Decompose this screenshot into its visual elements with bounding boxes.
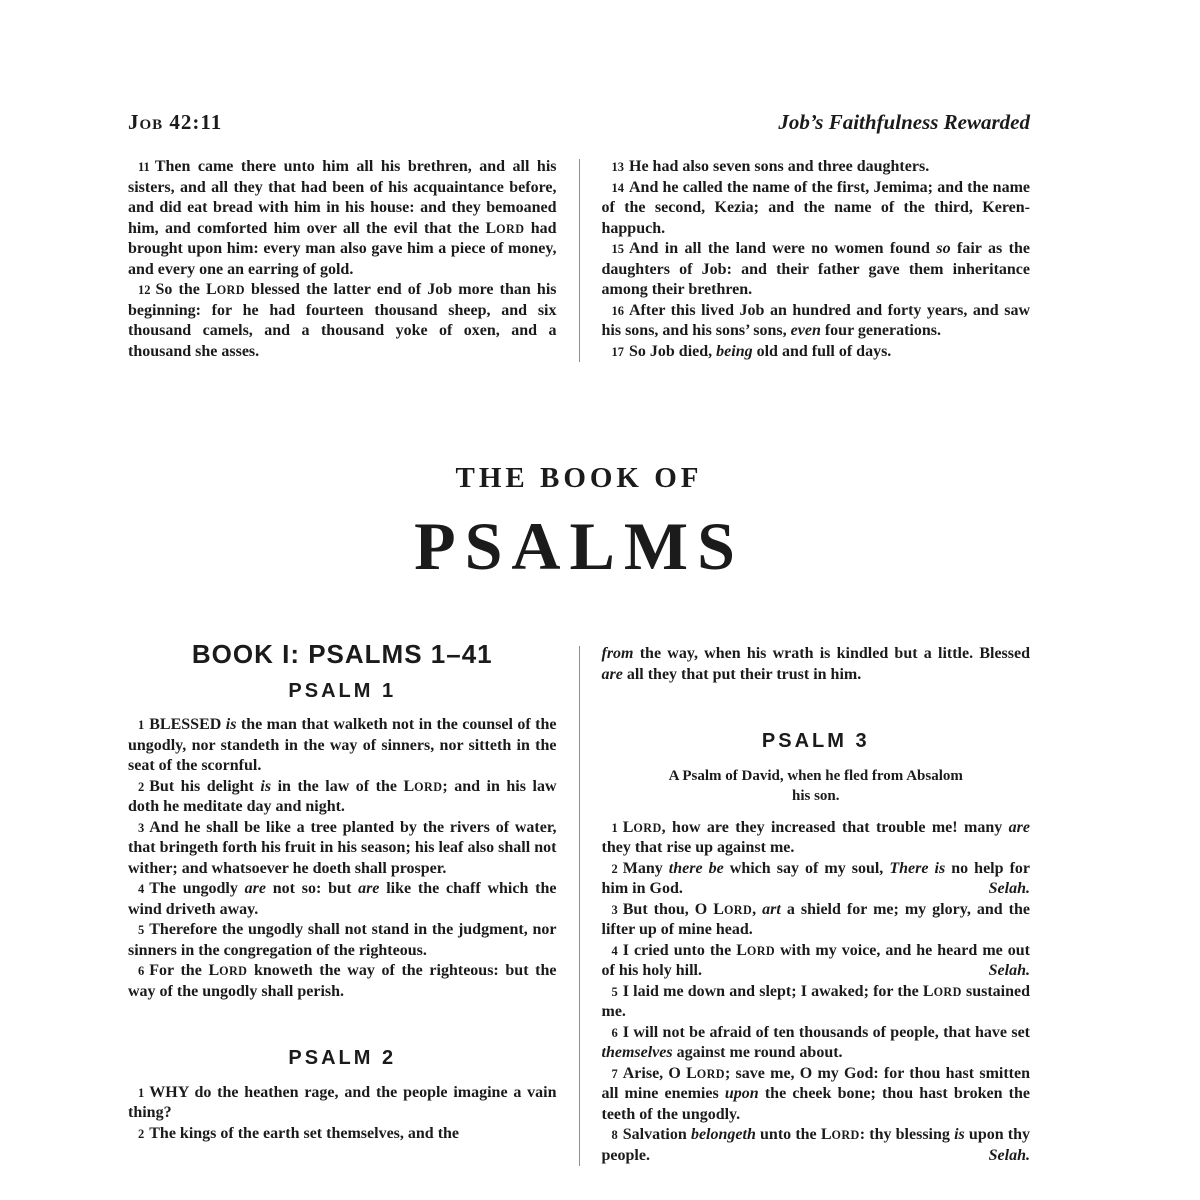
verse: 2 Many there be which say of my soul, There is no help for him in God. Selah. [602, 859, 1031, 900]
continuation-text: from the way, when his wrath is kindled but a little. Blessed are all they that put their trust in him. [601, 645, 1030, 683]
running-head [128, 110, 1030, 135]
verse-number: 16 [611, 303, 624, 318]
verse: 8 Salvation belongeth unto the LORD: thy blessing is upon thy people. Selah. [602, 1125, 1031, 1166]
verse: 1 WHY do the heathen rage, and the people imagine a vain thing? [128, 1083, 557, 1121]
verse-number: 6 [138, 964, 145, 978]
job-right-column [602, 157, 1031, 362]
job-section [128, 157, 1030, 362]
verse-number: 3 [138, 820, 145, 835]
verse-number: 2 [138, 1126, 145, 1141]
verse-number: 2 [611, 861, 618, 876]
verse-number: 15 [611, 242, 624, 256]
verse-number: 4 [611, 943, 618, 958]
verse: 17 So Job died, being old and full of days. [611, 342, 892, 360]
selah-marker: Selah. [988, 880, 1030, 897]
verse: 4 I cried unto the LORD with my voice, and he heard me out of his holy hill. Selah. [602, 941, 1031, 982]
running-head-reference: Job 42:11 [128, 110, 223, 134]
verse-number: 4 [138, 882, 145, 896]
verse-number: 12 [138, 283, 151, 297]
verse: 3 And he shall be like a tree planted by the rivers of water, that bringeth forth his fruit in his season; his leaf also shall not wither; and whatsoever he doeth shall prosper. [128, 818, 557, 877]
column-divider [579, 646, 580, 1166]
psalm-heading: PSALM 3 [761, 730, 870, 752]
psalm-subtitle: A Psalm of David, when he fled from Absalom his son. [668, 767, 963, 804]
verse: 15 And in all the land were no women found so fair as the daughters of Job: and their father gave them inheritance among their brethren. [601, 240, 1031, 298]
verse: 16 After this lived Job an hundred and forty years, and saw his sons, and his sons’ sons, even four generations. [601, 301, 1030, 339]
verse-number: 8 [611, 1128, 618, 1142]
page-content [128, 110, 1030, 1166]
verse-number: 1 [138, 718, 145, 732]
verse-number: 3 [611, 902, 618, 917]
verse-number: 17 [611, 344, 624, 359]
verse-number: 7 [611, 1066, 618, 1081]
verse-number: 2 [138, 779, 145, 794]
verse-number: 14 [611, 180, 624, 195]
verse-number: 5 [138, 923, 145, 937]
running-head-title: Job’s Faithfulness Rewarded [778, 110, 1030, 134]
verse-number: 1 [138, 1085, 145, 1100]
verse-number: 11 [138, 160, 150, 174]
column-divider [579, 159, 580, 362]
verse: 3 But thou, O LORD, art a shield for me; my glory, and the lifter up of mine head. [601, 900, 1030, 938]
job-left-column [128, 157, 557, 362]
book-title-kicker: THE BOOK OF [455, 462, 703, 494]
psalms-section [128, 639, 1031, 1166]
verse: 11 Then came there unto him all his brethren, and all his sisters, and all they that had been of his acquaintance before, and did eat bread with him in his house: and they bemoaned him, and comforted him over all the evil that the LORD had brought upon him: every man also gave him a piece of money, and every one an earring of gold. [128, 158, 557, 278]
verse: 6 I will not be afraid of ten thousands of people, that have set themselves against me round about. [601, 1023, 1030, 1061]
verse: 12 So the LORD blessed the latter end of Job more than his beginning: for he had fourteen thousand sheep, and six thousand camels, and a thousand yoke of oxen, and a thousand she asses. [128, 281, 557, 360]
book-heading: BOOK I: PSALMS 1–41 [191, 639, 493, 669]
book-title-name: PSALMS [414, 508, 744, 584]
selah-marker: Selah. [988, 1146, 1030, 1164]
verse: 14 And he called the name of the first, Jemima; and the name of the second, Kezia; and the name of the third, Keren-happuch. [601, 178, 1030, 237]
verse-number: 13 [611, 160, 624, 174]
verse: 2 But his delight is in the law of the LORD; and in his law doth he meditate day and night. [128, 777, 557, 815]
verse: 2 The kings of the earth set themselves, and the [138, 1124, 460, 1142]
selah-marker: Selah. [988, 962, 1030, 979]
verse: 6 For the LORD knoweth the way of the righteous: but the way of the ungodly shall perish. [128, 962, 557, 1000]
verse: 5 I laid me down and slept; I awaked; for the LORD sustained me. [601, 982, 1030, 1020]
verse-number: 5 [611, 984, 618, 999]
verse-number: 6 [611, 1025, 618, 1040]
verse-number: 1 [611, 820, 618, 835]
verse: 1 LORD, how are they increased that trouble me! many are they that rise up against me. [601, 818, 1030, 856]
psalms-left-column [128, 639, 557, 1166]
verse: 4 The ungodly are not so: but are like the chaff which the wind driveth away. [128, 880, 557, 918]
verse: 7 Arise, O LORD; save me, O my God: for thou hast smitten all mine enemies upon the cheek bone; thou hast broken the teeth of the ungodly. [601, 1064, 1031, 1123]
book-title [128, 462, 1030, 586]
psalms-right-column [602, 644, 1031, 1166]
psalm-heading: PSALM 2 [288, 1047, 397, 1069]
verse: 5 Therefore the ungodly shall not stand in the judgment, nor sinners in the congregation of the righteous. [128, 921, 557, 959]
psalm-heading: PSALM 1 [288, 679, 397, 702]
verse: 13 He had also seven sons and three daughters. [611, 158, 930, 175]
verse: 1 BLESSED is the man that walketh not in the counsel of the ungodly, nor standeth in the way of sinners, nor sitteth in the seat of the scornful. [128, 716, 557, 774]
